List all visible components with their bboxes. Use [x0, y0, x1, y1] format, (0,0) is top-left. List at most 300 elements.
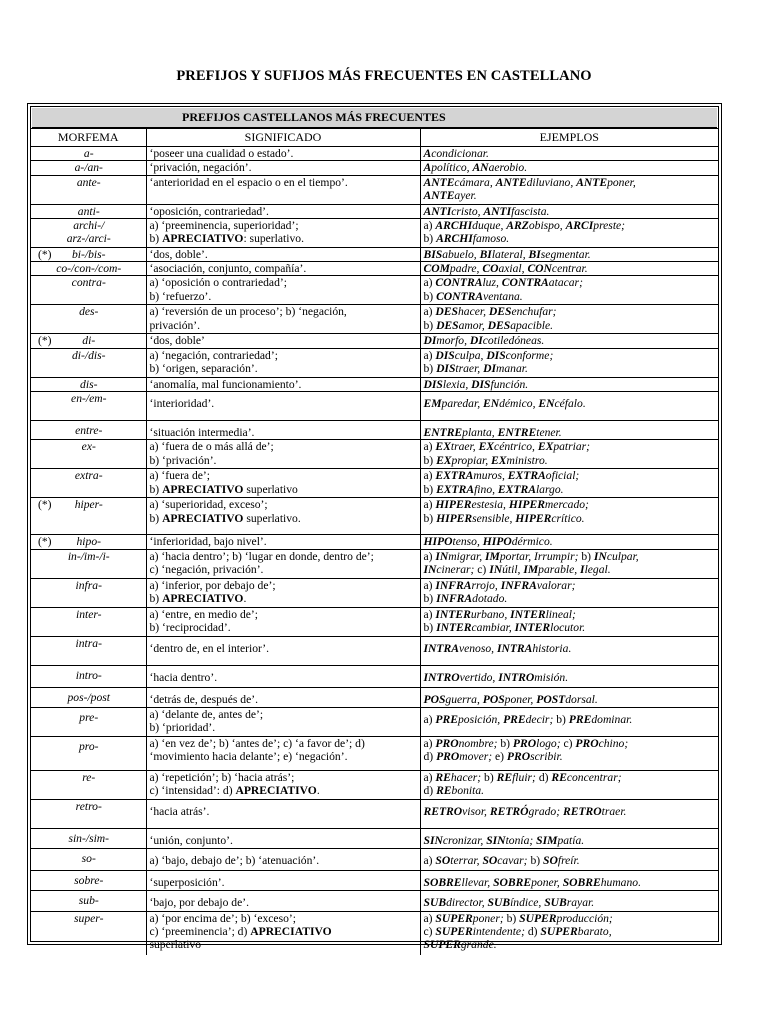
morfema-line: en-/em-	[71, 392, 107, 406]
prefix-highlight: ANTI	[423, 204, 452, 218]
table-row	[31, 549, 718, 578]
morfema-line: sobre-	[74, 873, 104, 887]
significado-line: b) ‘origen, separación’.	[149, 362, 258, 376]
prefix-highlight: EN	[483, 397, 500, 411]
prefix-highlight: CONTRA	[435, 276, 483, 290]
prefix-highlight: EX	[491, 453, 507, 467]
significado-cell	[146, 175, 420, 204]
significado-cell	[146, 665, 420, 687]
prefix-highlight: EM	[423, 397, 442, 411]
morfema-line: intra-	[75, 636, 102, 650]
ejemplo-line: c) SUPERintendente; d) SUPERbarato,	[423, 924, 612, 938]
morfema-line: inter-	[75, 607, 102, 621]
prefix-highlight: HIPER	[435, 498, 472, 512]
significado-line: privación’.	[149, 318, 201, 332]
prefix-highlight: SUB	[423, 895, 447, 909]
significado-cell	[146, 147, 420, 161]
ejemplos-cell	[420, 218, 718, 247]
significado-line: b) ‘privación’.	[149, 453, 217, 467]
prefix-highlight: SUPER	[540, 924, 578, 938]
ejemplo-line: d) PROmover; e) PROscribir.	[423, 749, 563, 763]
morfema-cell	[31, 305, 146, 334]
table-row	[31, 799, 718, 828]
table-row	[31, 890, 718, 911]
table-row	[31, 665, 718, 687]
prefix-highlight: SUPER	[435, 911, 473, 925]
significado-line: b) APRECIATIVO superlativo.	[149, 511, 301, 525]
ejemplo-line: SUBdirector, SUBíndice, SUBrayar.	[423, 895, 595, 909]
ejemplos-cell	[420, 770, 718, 799]
ejemplos-cell	[420, 147, 718, 161]
morfema-cell	[31, 549, 146, 578]
table-row	[31, 247, 718, 261]
significado-cell	[146, 848, 420, 870]
prefix-highlight: A	[423, 161, 432, 175]
prefix-highlight: INTRO	[498, 670, 535, 684]
significado-cell	[146, 636, 420, 665]
header-ejemplos: EJEMPLOS	[420, 129, 718, 147]
ejemplos-cell	[420, 911, 718, 955]
appreciative-term: APRECIATIVO	[250, 924, 332, 938]
prefix-highlight: DIS	[471, 377, 491, 391]
ejemplos-cell	[420, 890, 718, 911]
morfema-cell	[31, 498, 146, 535]
prefix-highlight: INFRA	[436, 591, 473, 605]
significado-cell	[146, 262, 420, 276]
ejemplos-cell	[420, 828, 718, 848]
morfema-cell	[31, 607, 146, 636]
prefix-highlight: DES	[487, 318, 511, 332]
significado-line: ‘poseer una cualidad o estado’.	[149, 147, 294, 160]
significado-cell	[146, 535, 420, 549]
ejemplo-line: b) ARCHIfamoso.	[423, 232, 510, 246]
prefix-highlight: IN	[435, 549, 449, 563]
prefix-highlight: ARCHI	[436, 232, 473, 246]
prefix-highlight: PRE	[435, 712, 458, 726]
ejemplos-cell	[420, 440, 718, 469]
ejemplo-line: SUPERgrande.	[423, 938, 497, 952]
significado-cell	[146, 578, 420, 607]
prefix-highlight: EXTRA	[435, 469, 474, 483]
table-row	[31, 770, 718, 799]
significado-line: a) ‘oposición o contrariedad’;	[149, 276, 287, 290]
significado-line: ‘unión, conjunto’.	[149, 833, 233, 847]
significado-cell	[146, 870, 420, 890]
prefix-highlight: COM	[423, 262, 450, 276]
prefix-highlight: RE	[551, 770, 567, 784]
prefix-highlight: ANTE	[576, 175, 608, 189]
table-row	[31, 911, 718, 955]
table-row	[31, 848, 718, 870]
prefix-highlight: EX	[436, 453, 452, 467]
ejemplos-cell	[420, 549, 718, 578]
header-significado: SIGNIFICADO	[146, 129, 420, 147]
morfema-cell	[31, 276, 146, 305]
prefix-highlight: IM	[523, 562, 539, 576]
table-row	[31, 377, 718, 391]
prefix-highlight: I	[580, 562, 585, 576]
table-row	[31, 469, 718, 498]
significado-cell	[146, 348, 420, 377]
morfema-cell	[31, 175, 146, 204]
ejemplos-cell	[420, 578, 718, 607]
morfema-cell	[31, 890, 146, 911]
morfema-line: entre-	[75, 424, 103, 438]
morfema-cell	[31, 218, 146, 247]
significado-cell	[146, 218, 420, 247]
morfema-line: sin-/sim-	[68, 831, 110, 845]
morfema-line: di-/dis-	[72, 348, 106, 362]
ejemplos-cell	[420, 392, 718, 421]
morfema-line: bi-/bis-	[72, 247, 106, 261]
morfema-cell	[31, 707, 146, 736]
prefix-highlight: HIPER	[436, 511, 473, 525]
morfema-cell	[31, 799, 146, 828]
ejemplo-line: b) DIStraer, DImanar.	[423, 362, 528, 376]
significado-line: a) ‘reversión de un proceso’; b) ‘negación,	[149, 305, 347, 319]
prefix-highlight: PRO	[435, 736, 459, 750]
morfema-line: dis-	[80, 377, 98, 391]
prefix-highlight: A	[423, 147, 432, 160]
significado-line: a) ‘por encima de’; b) ‘exceso’;	[149, 911, 296, 925]
ejemplo-line: a) INTERurbano, INTERlineal;	[423, 607, 576, 621]
table-row	[31, 498, 718, 535]
morfema-line: anti-	[77, 204, 100, 218]
ejemplos-cell	[420, 204, 718, 218]
morfema-line: co-/con-/com-	[56, 262, 122, 276]
ejemplo-line: INTRAvenoso, INTRAhistoria.	[423, 641, 572, 655]
table-row	[31, 262, 718, 276]
header-morfema: MORFEMA	[31, 129, 146, 147]
prefix-highlight: CO	[482, 262, 499, 276]
table-row	[31, 870, 718, 890]
prefix-highlight: ENTRE	[423, 426, 463, 440]
ejemplo-line: a) HIPERestesia, HIPERmercado;	[423, 498, 589, 512]
prefix-highlight: DI	[483, 362, 496, 376]
morfema-cell	[31, 147, 146, 161]
prefix-highlight: RE	[436, 783, 452, 797]
prefix-highlight: INFRA	[500, 578, 537, 592]
prefix-highlight: SUPER	[519, 911, 557, 925]
ejemplo-line: b) DESamor, DESapacible.	[423, 318, 554, 332]
table-row	[31, 348, 718, 377]
prefix-highlight: EX	[478, 440, 495, 454]
ejemplos-cell	[420, 305, 718, 334]
prefix-highlight: IM	[485, 549, 500, 563]
ejemplo-line: b) EXpropiar, EXministro.	[423, 453, 548, 467]
prefix-highlight: PRO	[506, 749, 531, 763]
significado-line: ‘oposición, contrariedad’.	[149, 204, 269, 218]
morfema-cell	[31, 204, 146, 218]
ejemplo-line: DISlexia, DISfunción.	[423, 377, 529, 391]
prefix-highlight: SIN	[486, 833, 506, 847]
significado-cell	[146, 707, 420, 736]
table-row	[31, 607, 718, 636]
ejemplos-cell	[420, 707, 718, 736]
morfema-cell	[31, 421, 146, 440]
significado-line: c) ‘intensidad’: d) APRECIATIVO.	[149, 783, 320, 797]
morfema-line: retro-	[75, 799, 102, 813]
morfema-cell	[31, 770, 146, 799]
prefix-highlight: HIPER	[515, 511, 552, 525]
significado-line: a) ‘fuera de o más allá de’;	[149, 440, 274, 454]
ejemplo-line: INcinerar; c) INútil, IMparable, Ilegal.	[423, 562, 611, 576]
significado-cell	[146, 247, 420, 261]
prefix-highlight: RETRO	[423, 804, 463, 818]
prefix-highlight: DES	[435, 305, 458, 319]
ejemplo-line: b) CONTRAventana.	[423, 289, 523, 303]
prefix-highlight: POS	[482, 692, 505, 706]
prefix-highlight: INTER	[514, 620, 551, 634]
prefix-highlight: SOBRE	[562, 875, 601, 889]
prefix-highlight: ENTRE	[497, 426, 537, 440]
ejemplos-cell	[420, 262, 718, 276]
table-row	[31, 736, 718, 770]
significado-cell	[146, 607, 420, 636]
significado-cell	[146, 498, 420, 535]
significado-cell	[146, 305, 420, 334]
morfema-cell	[31, 392, 146, 421]
significado-line: superlativo	[149, 938, 202, 952]
morfema-line: infra-	[75, 578, 102, 592]
prefix-highlight: BIS	[423, 247, 443, 261]
prefix-highlight: SUPER	[435, 924, 473, 938]
prefix-highlight: ANTI	[483, 204, 512, 218]
significado-line: b) ‘reciprocidad’.	[149, 620, 231, 634]
morfema-line: extra-	[74, 469, 103, 483]
ejemplos-cell	[420, 161, 718, 175]
significado-line: ‘dos, doble’.	[149, 247, 208, 261]
prefix-highlight: CON	[527, 262, 552, 276]
ejemplo-line: RETROvisor, RETRÓgrado; RETROtraer.	[423, 804, 627, 818]
prefix-highlight: SOBRE	[493, 875, 532, 889]
prefix-highlight: ANTE	[495, 175, 527, 189]
ejemplos-cell	[420, 175, 718, 204]
ejemplo-line: a) CONTRAluz, CONTRAatacar;	[423, 276, 583, 290]
significado-cell	[146, 469, 420, 498]
table-row	[31, 440, 718, 469]
ejemplo-line: b) INTERcambiar, INTERlocutor.	[423, 620, 586, 634]
prefix-highlight: SUPER	[423, 938, 461, 952]
ejemplo-line: d) REbonita.	[423, 783, 485, 797]
significado-cell	[146, 392, 420, 421]
prefix-highlight: RETRO	[562, 804, 602, 818]
note-marker: (*)	[38, 535, 52, 549]
morfema-line: pro-	[78, 739, 99, 753]
morfema-cell	[31, 469, 146, 498]
significado-line: a) ‘delante de, antes de’;	[149, 707, 264, 721]
ejemplo-line: a) PREposición, PREdecir; b) PREdominar.	[423, 712, 633, 726]
prefix-highlight: RE	[435, 770, 451, 784]
prefix-highlight: EX	[537, 440, 554, 454]
ejemplos-cell	[420, 334, 718, 348]
significado-line: ‘anomalía, mal funcionamiento’.	[149, 377, 302, 391]
prefix-highlight: RETRÓ	[489, 804, 529, 818]
prefix-highlight: SUB	[544, 895, 567, 909]
ejemplos-cell	[420, 535, 718, 549]
ejemplo-line: b) EXTRAfino, EXTRAlargo.	[423, 482, 564, 496]
table-row	[31, 175, 718, 204]
morfema-cell	[31, 911, 146, 955]
significado-line: a) ‘superioridad, exceso’;	[149, 498, 268, 512]
prefix-highlight: CONTRA	[501, 276, 549, 290]
significado-line: b) APRECIATIVO superlativo	[149, 482, 298, 496]
table-row	[31, 218, 718, 247]
prefix-highlight: IN	[593, 549, 607, 563]
ejemplo-line: a) ARCHIduque, ARZobispo, ARCIpreste;	[423, 218, 626, 232]
prefix-highlight: INTRA	[423, 641, 459, 655]
significado-line: ‘bajo, por debajo de’.	[149, 895, 249, 909]
prefix-highlight: HIPER	[508, 498, 545, 512]
prefix-highlight: INTER	[436, 620, 472, 634]
significado-line: b) ‘prioridad’.	[149, 720, 216, 734]
morfema-line: ante-	[76, 175, 101, 189]
table-row	[31, 161, 718, 175]
morfema-line: sub-	[78, 893, 99, 907]
ejemplo-line: a) INmigrar, IMportar, Irrumpir; b) INculpar,	[423, 549, 639, 563]
ejemplo-line: EMparedar, ENdémico, ENcéfalo.	[423, 397, 586, 411]
morfema-line: des-	[79, 305, 99, 319]
table-header-row	[31, 129, 718, 147]
ejemplos-cell	[420, 421, 718, 440]
significado-line: a) ‘bajo, debajo de’; b) ‘atenuación’.	[149, 853, 320, 867]
significado-line: ‘movimiento hacia delante’; e) ‘negación’.	[149, 749, 348, 763]
appreciative-term: APRECIATIVO	[162, 591, 244, 605]
prefix-highlight: DIS	[423, 377, 443, 391]
ejemplo-line: a) SUPERponer; b) SUPERproducción;	[423, 911, 613, 925]
prefix-highlight: PRE	[503, 712, 526, 726]
ejemplo-line: DImorfo, DIcotiledóneas.	[423, 334, 545, 348]
table-row	[31, 687, 718, 707]
significado-cell	[146, 911, 420, 955]
significado-cell	[146, 161, 420, 175]
significado-cell	[146, 334, 420, 348]
prefix-highlight: CONTRA	[436, 289, 484, 303]
ejemplo-line: a) DISculpa, DISconforme;	[423, 348, 554, 362]
document-title: PREFIJOS Y SUFIJOS MÁS FRECUENTES EN CASTELLANO	[176, 68, 592, 84]
ejemplo-line: Apolítico, ANaerobio.	[423, 161, 528, 175]
prefix-highlight: EX	[435, 440, 451, 454]
prefix-highlight: INTRO	[423, 670, 460, 684]
significado-cell	[146, 440, 420, 469]
ejemplo-line: b) INFRAdotado.	[423, 591, 508, 605]
prefix-highlight: POS	[423, 692, 446, 706]
significado-line: ‘dos, doble’	[149, 334, 205, 348]
table-row	[31, 828, 718, 848]
morfema-line: hiper-	[74, 498, 103, 512]
ejemplo-line: SOBREllevar, SOBREponer, SOBREhumano.	[423, 875, 641, 889]
ejemplos-cell	[420, 870, 718, 890]
prefix-highlight: DIS	[436, 362, 456, 376]
prefix-highlight: DI	[423, 334, 437, 348]
morfema-line: pre-	[79, 710, 99, 724]
prefix-highlight: SIM	[536, 833, 558, 847]
table-row	[31, 636, 718, 665]
morfema-line: re-	[82, 770, 96, 784]
morfema-cell	[31, 870, 146, 890]
ejemplos-cell	[420, 247, 718, 261]
ejemplos-cell	[420, 687, 718, 707]
note-marker: (*)	[38, 334, 52, 348]
section-title-bar	[32, 108, 717, 128]
ejemplo-line: COMpadre, COaxial, CONcentrar.	[423, 262, 588, 276]
ejemplos-cell	[420, 665, 718, 687]
prefix-table-frame	[27, 103, 722, 952]
significado-line: ‘inferioridad, bajo nivel’.	[149, 535, 267, 549]
significado-cell	[146, 736, 420, 770]
significado-cell	[146, 377, 420, 391]
note-marker: (*)	[38, 498, 52, 512]
ejemplo-line: a) REhacer; b) REfluir; d) REconcentrar;	[423, 770, 622, 784]
appreciative-term: APRECIATIVO	[162, 232, 244, 246]
significado-line: a) ‘inferior, por debajo de’;	[149, 578, 276, 592]
section-title: PREFIJOS CASTELLANOS MÁS FRECUENTES	[182, 110, 446, 124]
prefix-highlight: IN	[489, 562, 503, 576]
ejemplo-line: POSguerra, POSponer, POSTdorsal.	[423, 692, 598, 706]
morfema-cell	[31, 247, 146, 261]
significado-cell	[146, 770, 420, 799]
table-row	[31, 305, 718, 334]
ejemplos-cell	[420, 607, 718, 636]
ejemplo-line: SINcronizar, SINtonía; SIMpatía.	[423, 833, 585, 847]
significado-cell	[146, 890, 420, 911]
ejemplo-line: a) SOterrar, SOcavar; b) SOfreír.	[423, 853, 580, 867]
significado-line: ‘asociación, conjunto, compañía’.	[149, 262, 307, 276]
prefix-highlight: SIN	[423, 833, 443, 847]
ejemplos-cell	[420, 848, 718, 870]
morfema-line: so-	[81, 851, 96, 865]
table-row	[31, 421, 718, 440]
table-row	[31, 535, 718, 549]
ejemplos-cell	[420, 498, 718, 535]
morfema-line: a-	[83, 147, 94, 160]
prefix-highlight: INTER	[435, 607, 471, 621]
significado-line: b) ‘refuerzo’.	[149, 289, 212, 303]
significado-line: a) ‘hacia dentro’; b) ‘lugar en donde, dentro de’;	[149, 549, 374, 563]
table-row	[31, 707, 718, 736]
prefix-highlight: HIPO	[482, 535, 512, 549]
morfema-cell	[31, 377, 146, 391]
significado-cell	[146, 204, 420, 218]
significado-cell	[146, 421, 420, 440]
morfema-line: arz-/arci-	[66, 232, 111, 246]
prefix-highlight: EXTRA	[507, 469, 546, 483]
prefix-highlight: INFRA	[435, 578, 472, 592]
ejemplo-line: INTROvertido, INTROmisión.	[423, 670, 569, 684]
ejemplo-line: b) HIPERsensible, HIPERcrítico.	[423, 511, 585, 525]
table-row	[31, 147, 718, 161]
morfema-line: intro-	[75, 668, 102, 682]
significado-line: ‘privación, negación’.	[149, 161, 252, 175]
significado-line: ‘situación intermedia’.	[149, 426, 255, 440]
prefix-highlight: HIPO	[423, 535, 453, 549]
prefix-highlight: AN	[472, 161, 489, 175]
prefix-highlight: PRE	[568, 712, 592, 726]
significado-cell	[146, 549, 420, 578]
morfema-line: hipo-	[76, 535, 101, 549]
prefix-highlight: POST	[536, 692, 566, 706]
ejemplos-cell	[420, 469, 718, 498]
appreciative-term: APRECIATIVO	[162, 482, 244, 496]
ejemplos-cell	[420, 736, 718, 770]
significado-cell	[146, 687, 420, 707]
prefix-highlight: ARCI	[565, 218, 594, 232]
morfema-line: ex-	[81, 440, 96, 454]
ejemplos-cell	[420, 348, 718, 377]
significado-line: b) APRECIATIVO: superlativo.	[149, 232, 304, 246]
ejemplos-cell	[420, 636, 718, 665]
morfema-cell	[31, 848, 146, 870]
